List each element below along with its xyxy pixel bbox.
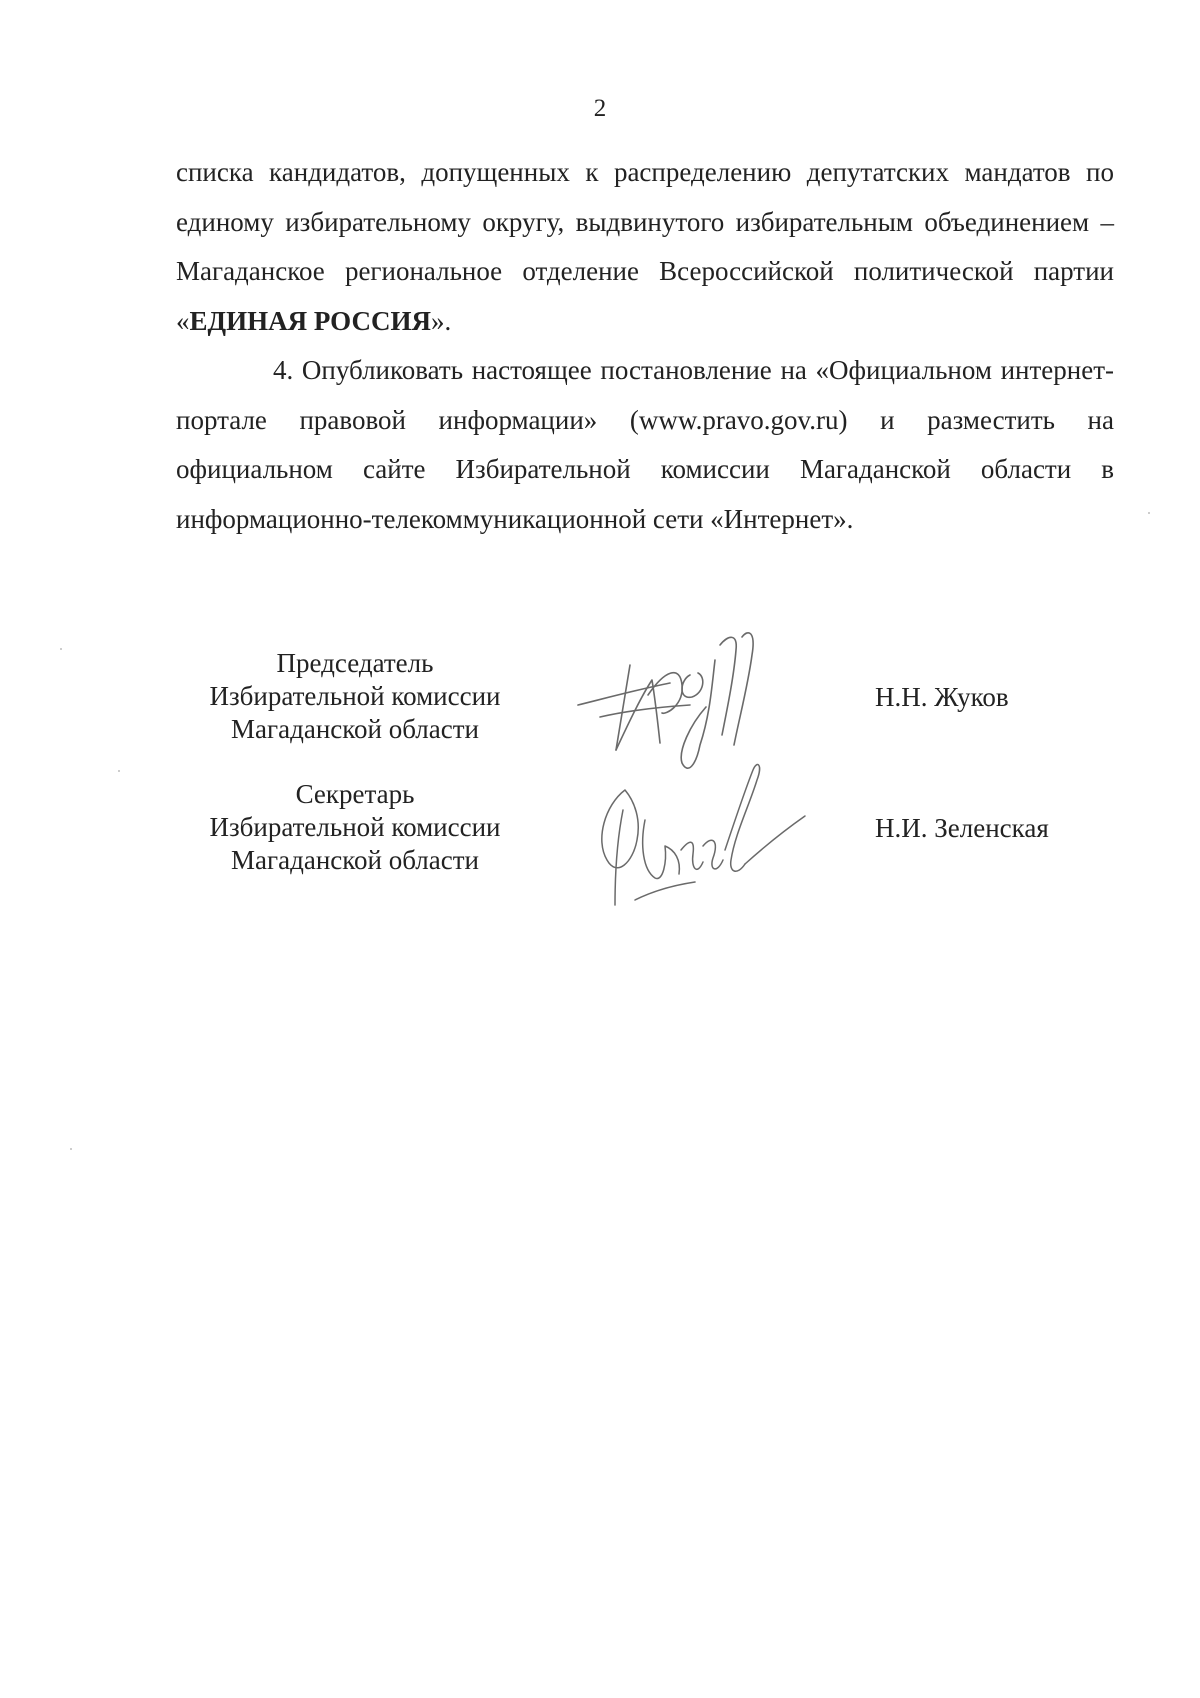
paragraph-item-4: 4. Опубликовать настоящее постановление на «Официальном интернет-портале правовой информации» (www.pravo.gov.ru) и разместить на официальном сайте Избирательной комиссии Магаданской области в информационно-телекоммуникационной сети «Интернет». bbox=[176, 355, 1114, 534]
paragraph-continuation bbox=[176, 148, 1114, 346]
secretary-name: Н.И. Зеленская bbox=[875, 813, 1049, 843]
scan-speck bbox=[1148, 512, 1150, 514]
party-name: ЕДИНАЯ РОССИЯ bbox=[189, 305, 431, 336]
scan-speck bbox=[118, 770, 120, 772]
paragraph-text-end: ». bbox=[431, 305, 452, 336]
secretary-title-line-2: Избирательной комиссии bbox=[209, 812, 501, 842]
secretary-title-line-1: Секретарь bbox=[295, 779, 415, 809]
chairman-title-line-1: Председатель bbox=[276, 648, 434, 678]
secretary-signature-icon bbox=[585, 750, 815, 920]
page-number: 2 bbox=[593, 95, 607, 122]
document-body bbox=[176, 148, 1114, 544]
scan-speck bbox=[60, 648, 62, 650]
chairman-name: Н.Н. Жуков bbox=[875, 682, 1009, 712]
scan-speck bbox=[70, 1148, 72, 1150]
secretary-title-line-3: Магаданской области bbox=[231, 845, 479, 875]
paragraph-text: списка кандидатов, допущенных к распределению депутатских мандатов по единому избирательному округу, выдвинутого избирательным объединением – Магаданское региональное отделение Всероссийской политической партии « bbox=[176, 157, 1114, 336]
chairman-title-line-2: Избирательной комиссии bbox=[209, 681, 501, 711]
chairman-title-line-3: Магаданской области bbox=[231, 714, 479, 744]
chairman-title bbox=[190, 647, 520, 746]
secretary-title bbox=[190, 778, 520, 877]
